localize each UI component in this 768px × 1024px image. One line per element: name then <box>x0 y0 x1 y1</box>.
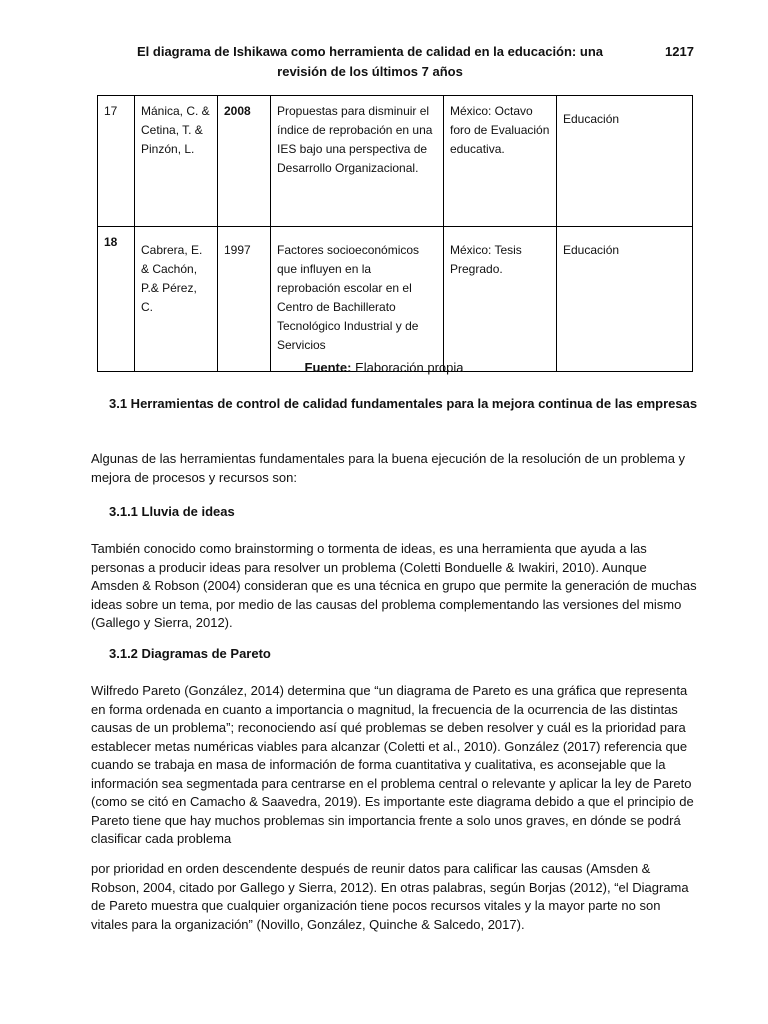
table-row <box>98 96 693 227</box>
section-3-1-2-body-1: Wilfredo Pareto (González, 2014) determina que “un diagrama de Pareto es una gráfica que representa en forma ordenada en cuanto a importancia o magnitud, la frecuencia de la ocurrencia de las distintas causas de un problema”; reconociendo así qué problemas se deben resolver y cuál es la prioridad para establecer metas numéricas viables para alcanzar (Coletti et al., 2010). González (2017) referencia que cuando se trabaja en masa de información de forma cuantitativa y cualitativa, es aconsejable que la información sea segmentada para centrarse en el problema central o relevante y aplicar la ley de Pareto (como se citó en Camacho & Saavedra, 2019). Es importante este diagrama debido a que el principio de Pareto tiene que hay muchos problemas sin importancia frente a solo unos graves, en dónde se podrá clasificar cada problema <box>91 683 694 846</box>
section-3-1-1-body: También conocido como brainstorming o tormenta de ideas, es una herramienta que ayuda a las personas a producir ideas para resolver un problema (Coletti Bonduelle & Iwakiri, 2010). Aunque Amsden & Robson (2004) consideran que es una técnica en grupo que permite la generación de muchas ideas sobre un tema, por medio de las causas del problema complementando las versiones del mismo (Gallego y Sierra, 2012). <box>91 541 697 630</box>
section-3-1-2-body-2: por prioridad en orden descendente después de reunir datos para calificar las causas (Amsden & Robson, 2004, citado por Gallego y Sierra, 2012). En otras palabras, según Borjas (2012), “el Diagrama de Pareto muestra que cualquier organización tiene pocos recursos vitales y la mayor parte no son vitales para la organización” (Novillo, González, Quinche & Salcedo, 2017). <box>91 861 689 932</box>
cell-area: Educación <box>557 227 693 372</box>
cell-number: 18 <box>98 227 135 372</box>
cell-place: México: Octavo foro de Evaluación educativa. <box>444 96 557 227</box>
running-title-line2: revisión de los últimos 7 años <box>277 64 463 79</box>
references-table <box>97 95 693 372</box>
section-heading-3-1-1: 3.1.1 Lluvia de ideas <box>109 504 235 519</box>
source-label: Fuente: <box>304 360 352 375</box>
cell-place: México: Tesis Pregrado. <box>444 227 557 372</box>
table-source <box>0 360 768 375</box>
cell-area: Educación <box>557 96 693 227</box>
section-heading-3-1-2: 3.1.2 Diagramas de Pareto <box>109 646 271 661</box>
page-number: 1217 <box>665 44 694 59</box>
cell-authors: Cabrera, E. & Cachón, P.& Pérez, C. <box>135 227 218 372</box>
cell-authors: Mánica, C. & Cetina, T. & Pinzón, L. <box>135 96 218 227</box>
running-title-line1: El diagrama de Ishikawa como herramienta de calidad en la educación: una <box>137 44 603 59</box>
source-value: Elaboración propia <box>351 360 464 375</box>
running-title <box>110 42 630 82</box>
cell-number: 17 <box>98 96 135 227</box>
section-heading-3-1: 3.1 Herramientas de control de calidad fundamentales para la mejora continua de las empresas <box>109 396 698 411</box>
table-row <box>98 227 693 372</box>
cell-title: Factores socioeconómicos que influyen en la reprobación escolar en el Centro de Bachillerato Tecnológico Industrial y de Servicios <box>271 227 444 372</box>
cell-year: 1997 <box>218 227 271 372</box>
section-3-1-intro: Algunas de las herramientas fundamentales para la buena ejecución de la resolución de un problema y mejora de procesos y recursos son: <box>91 451 686 485</box>
cell-year: 2008 <box>218 96 271 227</box>
cell-title: Propuestas para disminuir el índice de reprobación en una IES bajo una perspectiva de Desarrollo Organizacional. <box>271 96 444 227</box>
